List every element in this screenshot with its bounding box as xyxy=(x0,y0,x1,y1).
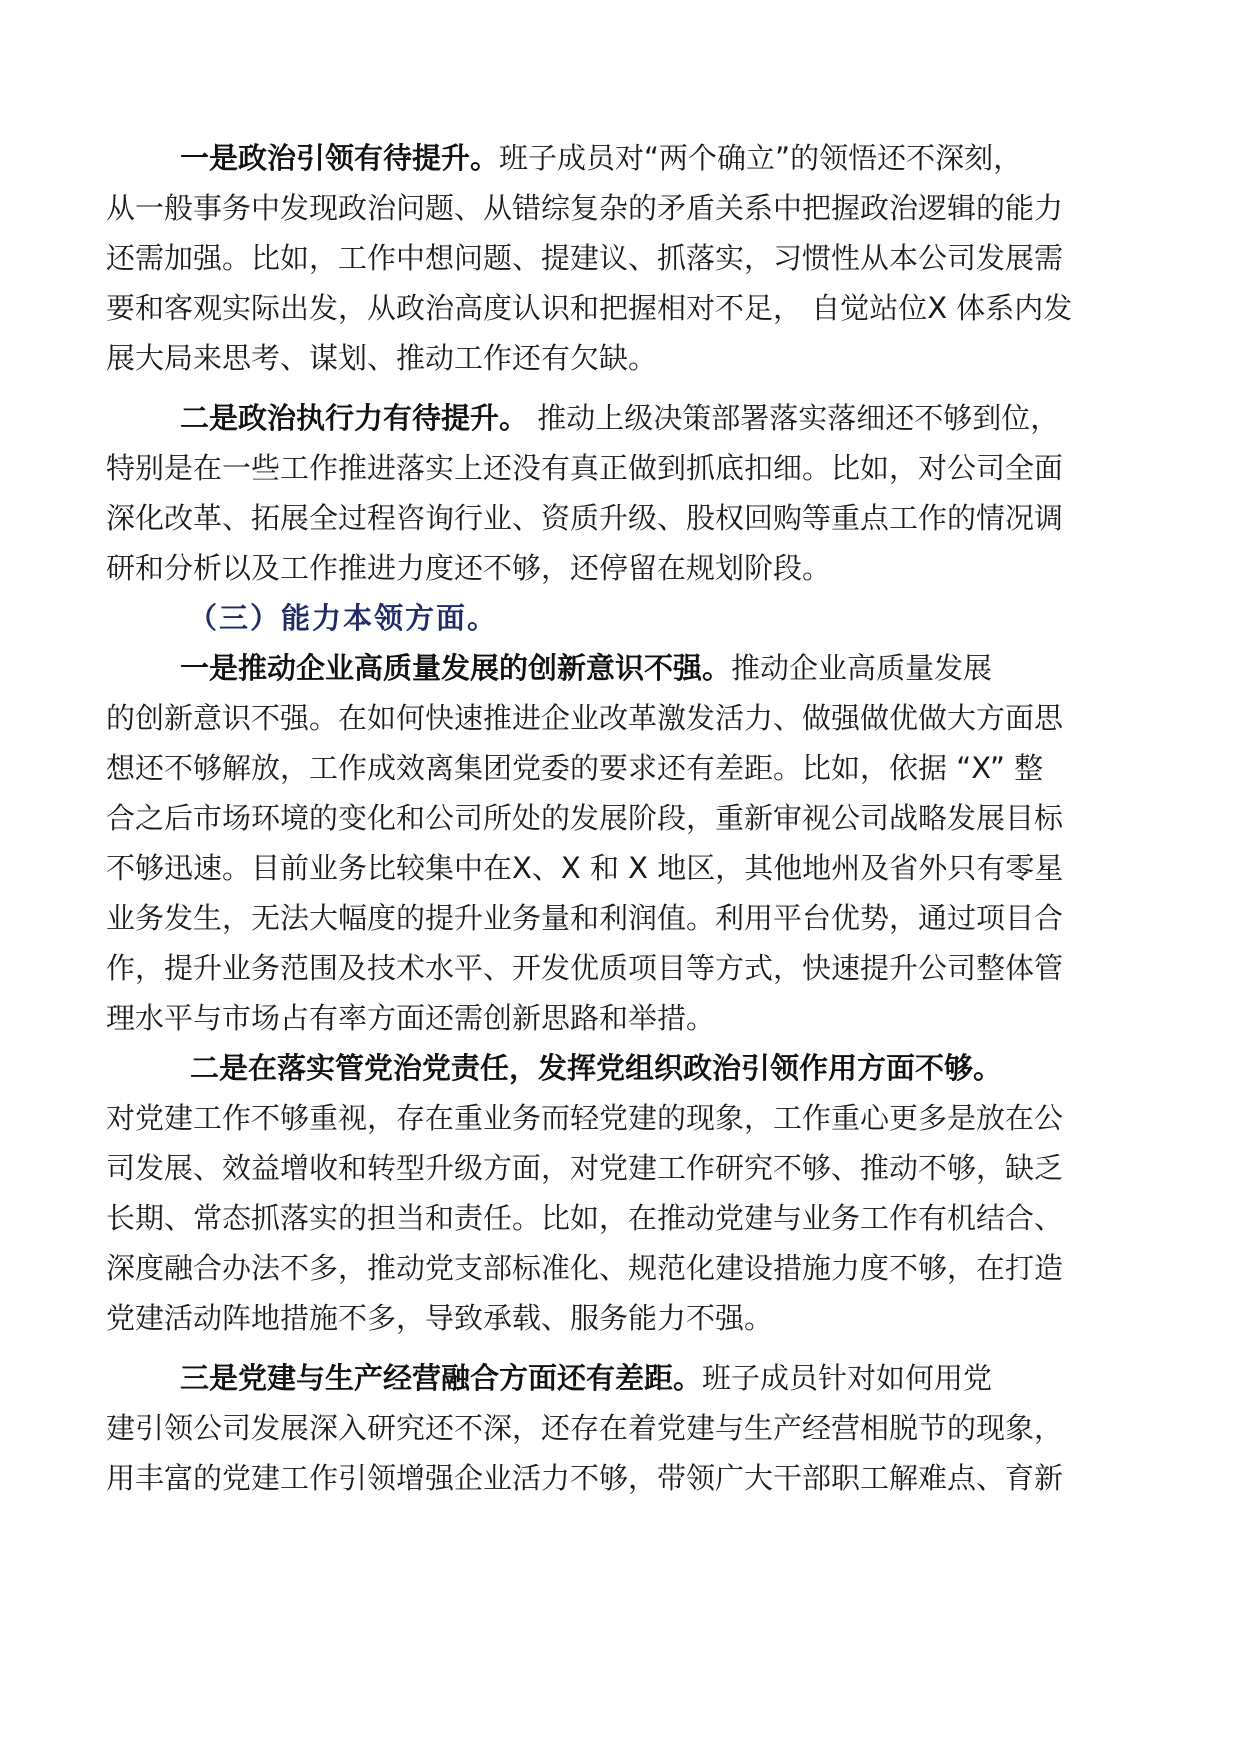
section-heading xyxy=(188,593,1146,643)
paragraph-line xyxy=(190,1043,1146,1093)
paragraph-text: 班子成员对“两个确立”的领悟还不深刻， xyxy=(499,141,1023,175)
paragraph-heading: 一是政治引领有待提升。 xyxy=(180,141,500,175)
paragraph-heading: 三是党建与生产经营融合方面还有差距。 xyxy=(180,1361,703,1395)
paragraph-line: 从一般事务中发现政治问题、从错综复杂的矛盾关系中把握政治逻辑的能力 xyxy=(106,191,1064,225)
paragraph-heading: 二是政治执行力有待提升。 xyxy=(180,401,529,435)
paragraph-line: 要和客观实际出发，从政治高度认识和把握相对不足， 自觉站位X 体系内发 xyxy=(106,291,1073,325)
paragraph-line: 想还不够解放，工作成效离集团党委的要求还有差距。比如，依据 “X” 整 xyxy=(106,751,1044,785)
paragraph-line: 业务发生，无法大幅度的提升业务量和利润值。利用平台优势，通过项目合 xyxy=(106,901,1064,935)
paragraph-line: 党建活动阵地措施不多，导致承载、服务能力不强。 xyxy=(106,1301,774,1335)
paragraph-line: 特别是在一些工作推进落实上还没有真正做到抓底扣细。比如，对公司全面 xyxy=(106,451,1064,485)
paragraph-line: 建引领公司发展深入研究还不深，还存在着党建与生产经营相脱节的现象， xyxy=(106,1411,1064,1445)
paragraph-line: 合之后市场环境的变化和公司所处的发展阶段，重新审视公司战略发展目标 xyxy=(106,801,1064,835)
paragraph-line: 展大局来思考、谋划、推动工作还有欠缺。 xyxy=(106,341,658,375)
paragraph-line: 理水平与市场占有率方面还需创新思路和举措。 xyxy=(106,1001,716,1035)
paragraph-heading: 二是在落实管党治党责任，发挥党组织政治引领作用方面不够。 xyxy=(190,1051,1003,1085)
paragraph-text: 班子成员针对如何用党 xyxy=(702,1361,993,1395)
paragraph-heading: 一是推动企业高质量发展的创新意识不强。 xyxy=(180,651,732,685)
paragraph-line: 不够迅速。目前业务比较集中在X、X 和 X 地区，其他地州及省外只有零星 xyxy=(106,851,1064,885)
paragraph-line xyxy=(180,1353,1146,1403)
paragraph-line xyxy=(180,393,1146,443)
paragraph-line: 深化改革、拓展全过程咨询行业、资质升级、股权回购等重点工作的情况调 xyxy=(106,501,1064,535)
section-heading-text: （三）能力本领方面。 xyxy=(188,601,499,635)
paragraph-line: 深度融合办法不多，推动党支部标准化、规范化建设措施力度不够，在打造 xyxy=(106,1251,1064,1285)
paragraph-line xyxy=(180,643,1146,693)
paragraph-line: 还需加强。比如，工作中想问题、提建议、抓落实，习惯性从本公司发展需 xyxy=(106,241,1064,275)
paragraph-text: 推动上级决策部署落实落细还不够到位， xyxy=(528,401,1060,435)
paragraph-line: 长期、常态抓落实的担当和责任。比如，在推动党建与业务工作有机结合、 xyxy=(106,1201,1064,1235)
paragraph-line: 作，提升业务范围及技术水平、开发优质项目等方式，快速提升公司整体管 xyxy=(106,951,1064,985)
paragraph-line: 的创新意识不强。在如何快速推进企业改革激发活力、做强做优做大方面思 xyxy=(106,701,1064,735)
paragraph-line: 对党建工作不够重视，存在重业务而轻党建的现象，工作重心更多是放在公 xyxy=(106,1101,1064,1135)
paragraph-line: 研和分析以及工作推进力度还不够，还停留在规划阶段。 xyxy=(106,551,832,585)
paragraph-text: 推动企业高质量发展 xyxy=(731,651,993,685)
paragraph-line: 用丰富的党建工作引领增强企业活力不够，带领广大干部职工解难点、育新 xyxy=(106,1461,1064,1495)
paragraph-line xyxy=(180,133,1146,183)
paragraph-line: 司发展、效益增收和转型升级方面，对党建工作研究不够、推动不够，缺乏 xyxy=(106,1151,1064,1185)
